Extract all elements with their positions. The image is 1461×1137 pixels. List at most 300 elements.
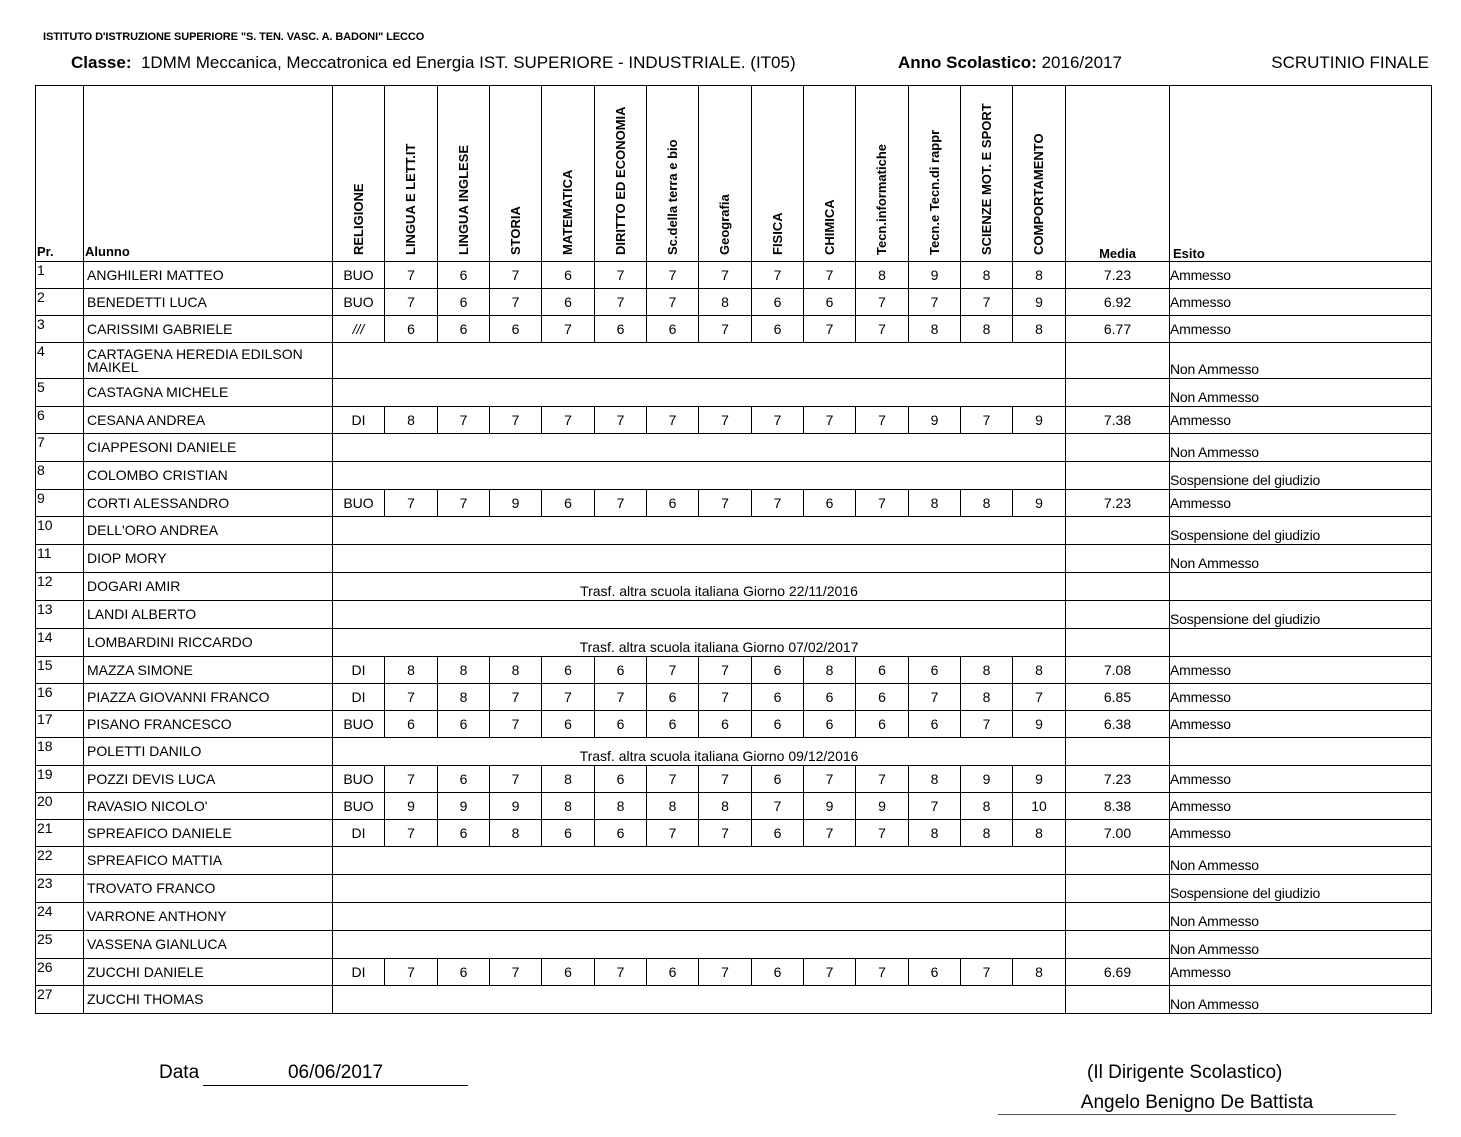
row-number: 25: [36, 931, 84, 959]
grade-cell: 6: [542, 657, 595, 684]
row-number: 16: [36, 684, 84, 711]
grades-table: [35, 85, 1432, 1014]
subject-label: Geografia: [717, 194, 732, 255]
grade-cell: 7: [595, 490, 647, 517]
media-value: 7.23: [1066, 490, 1170, 517]
grade-cell: 7: [385, 289, 438, 316]
esito-value: Non Ammesso: [1170, 931, 1432, 959]
grade-cell: 8: [961, 820, 1013, 847]
student-name: CORTI ALESSANDRO: [84, 490, 333, 517]
grade-cell: 7: [595, 684, 647, 711]
principal-role: (Il Dirigente Scolastico): [1087, 1062, 1283, 1083]
row-number: 22: [36, 847, 84, 875]
date-label: Data: [159, 1062, 200, 1083]
grade-cell: 6: [438, 316, 490, 343]
student-name: PISANO FRANCESCO: [84, 711, 333, 738]
grade-cell: 9: [1013, 711, 1066, 738]
esito-value: [1170, 629, 1432, 657]
grade-cell: DI: [333, 657, 385, 684]
student-name: VASSENA GIANLUCA: [84, 931, 333, 959]
grade-cell: 7: [1013, 684, 1066, 711]
school-year: [898, 53, 1122, 73]
grade-cell: 7: [909, 684, 961, 711]
row-note: [333, 434, 1066, 462]
subject-label: LINGUA E LETT.IT: [403, 143, 418, 255]
subject-label: CHIMICA: [821, 199, 837, 255]
grade-cell: BUO: [333, 490, 385, 517]
media-value: [1066, 847, 1170, 875]
grade-cell: 8: [438, 657, 490, 684]
table-row: [36, 847, 1432, 875]
subject-label: STORIA: [507, 206, 523, 255]
grade-cell: 9: [1013, 490, 1066, 517]
grade-cell: 9: [909, 262, 961, 289]
esito-value: Sospensione del giudizio: [1170, 462, 1432, 490]
media-value: [1066, 434, 1170, 462]
table-row: [36, 462, 1432, 490]
grade-cell: 7: [490, 684, 542, 711]
row-number: 13: [36, 601, 84, 629]
grade-cell: 7: [909, 289, 961, 316]
grade-cell: 7: [699, 316, 752, 343]
grade-cell: 6: [804, 684, 856, 711]
grade-cell: 7: [752, 407, 804, 434]
grade-cell: 6: [804, 490, 856, 517]
row-number: 6: [36, 407, 84, 434]
media-value: 8.38: [1066, 793, 1170, 820]
grade-cell: 8: [542, 766, 595, 793]
row-number: 9: [36, 490, 84, 517]
grade-cell: 6: [752, 820, 804, 847]
grade-cell: 8: [542, 793, 595, 820]
student-name: ZUCCHI DANIELE: [84, 959, 333, 986]
col-header-esito: Esito: [1170, 86, 1432, 262]
grade-cell: 6: [542, 262, 595, 289]
esito-value: Sospensione del giudizio: [1170, 517, 1432, 545]
subject-label: COMPORTAMENTO: [1031, 133, 1046, 255]
report-type: SCRUTINIO FINALE: [1271, 53, 1429, 72]
media-value: 6.38: [1066, 711, 1170, 738]
student-name: ZUCCHI THOMAS: [84, 986, 333, 1014]
row-number: 4: [36, 343, 84, 379]
student-name: DIOP MORY: [84, 545, 333, 573]
grade-cell: 7: [595, 262, 647, 289]
row-note: [333, 343, 1066, 379]
grade-cell: 8: [909, 316, 961, 343]
grade-cell: 7: [961, 289, 1013, 316]
media-value: [1066, 738, 1170, 766]
grade-cell: 7: [647, 766, 699, 793]
grade-cell: 6: [438, 711, 490, 738]
row-note: [333, 379, 1066, 407]
grade-cell: 6: [647, 711, 699, 738]
row-note: Trasf. altra scuola italiana Giorno 09/12/2016: [333, 738, 1066, 766]
grade-cell: 6: [752, 289, 804, 316]
row-note: [333, 847, 1066, 875]
table-row: [36, 573, 1432, 601]
student-name: ANGHILERI MATTEO: [84, 262, 333, 289]
grade-cell: 6: [490, 316, 542, 343]
subject-label: SCIENZE MOT. E SPORT: [978, 103, 994, 255]
esito-value: Ammesso: [1170, 959, 1432, 986]
class-label: Classe:: [71, 53, 132, 72]
grade-cell: 6: [804, 711, 856, 738]
grade-cell: DI: [333, 820, 385, 847]
grade-cell: 9: [856, 793, 909, 820]
col-header-subject: [909, 86, 961, 262]
esito-value: Ammesso: [1170, 289, 1432, 316]
grade-cell: 9: [1013, 289, 1066, 316]
grade-cell: 7: [699, 407, 752, 434]
table-row: [36, 407, 1432, 434]
grade-cell: ///: [333, 316, 385, 343]
grade-cell: 6: [542, 959, 595, 986]
grade-cell: 7: [542, 684, 595, 711]
media-value: [1066, 545, 1170, 573]
student-name: TROVATO FRANCO: [84, 875, 333, 903]
esito-value: [1170, 573, 1432, 601]
grade-cell: BUO: [333, 289, 385, 316]
table-row: [36, 517, 1432, 545]
media-value: [1066, 379, 1170, 407]
grade-cell: 6: [647, 684, 699, 711]
date-value: 06/06/2017: [203, 1062, 468, 1086]
grade-cell: 6: [542, 711, 595, 738]
grade-cell: 7: [385, 684, 438, 711]
row-note: [333, 601, 1066, 629]
media-value: 7.23: [1066, 262, 1170, 289]
grade-cell: 9: [1013, 407, 1066, 434]
institute-name: ISTITUTO D'ISTRUZIONE SUPERIORE "S. TEN. VASC. A. BADONI" LECCO: [43, 31, 425, 43]
esito-value: Non Ammesso: [1170, 847, 1432, 875]
table-row: [36, 629, 1432, 657]
col-header-subject: [961, 86, 1013, 262]
grade-cell: 7: [647, 262, 699, 289]
grade-cell: 8: [909, 820, 961, 847]
grade-cell: 6: [647, 490, 699, 517]
grade-cell: 7: [595, 289, 647, 316]
table-header-row: [36, 86, 1432, 262]
table-row: [36, 434, 1432, 462]
row-note: [333, 875, 1066, 903]
student-name: LOMBARDINI RICCARDO: [84, 629, 333, 657]
col-header-subject: [595, 86, 647, 262]
grade-cell: 7: [752, 262, 804, 289]
grade-cell: 6: [438, 262, 490, 289]
table-row: [36, 903, 1432, 931]
table-row: [36, 738, 1432, 766]
grade-cell: 8: [961, 490, 1013, 517]
grade-cell: 7: [699, 657, 752, 684]
table-row: [36, 959, 1432, 986]
student-name: RAVASIO NICOLO': [84, 793, 333, 820]
grade-cell: 7: [699, 262, 752, 289]
grade-cell: 6: [595, 657, 647, 684]
esito-value: Ammesso: [1170, 316, 1432, 343]
media-value: [1066, 517, 1170, 545]
grade-cell: 7: [647, 820, 699, 847]
grade-cell: 7: [595, 407, 647, 434]
esito-value: Non Ammesso: [1170, 545, 1432, 573]
row-number: 3: [36, 316, 84, 343]
table-row: [36, 262, 1432, 289]
grade-cell: 6: [909, 657, 961, 684]
grade-cell: 7: [385, 262, 438, 289]
esito-value: Ammesso: [1170, 262, 1432, 289]
grade-cell: DI: [333, 684, 385, 711]
student-name: LANDI ALBERTO: [84, 601, 333, 629]
esito-value: [1170, 738, 1432, 766]
principal-signature: Angelo Benigno De Battista: [998, 1092, 1396, 1115]
media-value: 7.08: [1066, 657, 1170, 684]
grade-cell: 7: [856, 407, 909, 434]
table-row: [36, 711, 1432, 738]
student-name: DELL'ORO ANDREA: [84, 517, 333, 545]
grade-cell: 8: [961, 684, 1013, 711]
grade-cell: 6: [542, 490, 595, 517]
grade-cell: 6: [752, 711, 804, 738]
esito-value: Ammesso: [1170, 657, 1432, 684]
grade-cell: 7: [438, 407, 490, 434]
student-name: SPREAFICO MATTIA: [84, 847, 333, 875]
grade-cell: 6: [595, 316, 647, 343]
media-value: [1066, 931, 1170, 959]
grade-cell: 9: [1013, 766, 1066, 793]
grade-cell: 7: [856, 766, 909, 793]
grade-cell: 6: [438, 959, 490, 986]
row-number: 14: [36, 629, 84, 657]
media-value: 7.23: [1066, 766, 1170, 793]
esito-value: Sospensione del giudizio: [1170, 601, 1432, 629]
grade-cell: 8: [961, 793, 1013, 820]
grade-cell: 6: [804, 289, 856, 316]
class-info-row: [71, 53, 1431, 75]
table-row: [36, 820, 1432, 847]
grade-cell: 6: [699, 711, 752, 738]
subject-label: RELIGIONE: [350, 183, 366, 255]
grade-cell: 6: [595, 766, 647, 793]
row-note: [333, 545, 1066, 573]
row-number: 12: [36, 573, 84, 601]
student-name: POZZI DEVIS LUCA: [84, 766, 333, 793]
esito-value: Ammesso: [1170, 711, 1432, 738]
esito-value: Ammesso: [1170, 793, 1432, 820]
grade-cell: BUO: [333, 793, 385, 820]
media-value: [1066, 986, 1170, 1014]
col-header-student: Alunno: [84, 86, 333, 262]
grade-cell: 6: [438, 820, 490, 847]
col-header-subject: [856, 86, 909, 262]
row-number: 2: [36, 289, 84, 316]
student-name: MAZZA SIMONE: [84, 657, 333, 684]
grade-cell: 6: [752, 316, 804, 343]
student-name: DOGARI AMIR: [84, 573, 333, 601]
grade-cell: 7: [856, 316, 909, 343]
media-value: [1066, 601, 1170, 629]
grade-cell: 7: [804, 959, 856, 986]
subject-label: LINGUA INGLESE: [455, 144, 471, 255]
grade-cell: 7: [856, 490, 909, 517]
col-header-subject: [333, 86, 385, 262]
grade-cell: 9: [909, 407, 961, 434]
row-number: 20: [36, 793, 84, 820]
row-note: Trasf. altra scuola italiana Giorno 07/02/2017: [333, 629, 1066, 657]
grade-cell: 7: [752, 490, 804, 517]
grade-cell: 8: [1013, 262, 1066, 289]
class-info: [71, 53, 796, 73]
row-note: [333, 986, 1066, 1014]
row-number: 7: [36, 434, 84, 462]
media-value: 7.38: [1066, 407, 1170, 434]
subject-label: Tecn.informatiche: [874, 143, 889, 255]
grade-cell: 6: [542, 289, 595, 316]
student-name: CESANA ANDREA: [84, 407, 333, 434]
subject-label: Tecn.e Tecn.di rappr: [926, 129, 942, 255]
esito-value: Non Ammesso: [1170, 903, 1432, 931]
table-row: [36, 343, 1432, 379]
media-value: 6.69: [1066, 959, 1170, 986]
media-value: 6.77: [1066, 316, 1170, 343]
student-name: PIAZZA GIOVANNI FRANCO: [84, 684, 333, 711]
grade-cell: 7: [961, 407, 1013, 434]
grade-cell: 7: [595, 959, 647, 986]
grade-cell: 7: [490, 766, 542, 793]
row-note: [333, 462, 1066, 490]
grade-cell: 7: [804, 820, 856, 847]
col-header-subject: [385, 86, 438, 262]
student-name: VARRONE ANTHONY: [84, 903, 333, 931]
media-value: 7.00: [1066, 820, 1170, 847]
grade-cell: 7: [647, 407, 699, 434]
grade-cell: BUO: [333, 766, 385, 793]
subject-label: FISICA: [769, 212, 785, 255]
grade-cell: DI: [333, 407, 385, 434]
col-header-subject: [438, 86, 490, 262]
grade-cell: DI: [333, 959, 385, 986]
table-row: [36, 490, 1432, 517]
esito-value: Non Ammesso: [1170, 343, 1432, 379]
col-header-subject: [1013, 86, 1066, 262]
grade-cell: 6: [542, 820, 595, 847]
esito-value: Ammesso: [1170, 766, 1432, 793]
grade-cell: 8: [961, 657, 1013, 684]
grade-cell: 8: [647, 793, 699, 820]
esito-value: Ammesso: [1170, 684, 1432, 711]
table-row: [36, 657, 1432, 684]
student-name: CARTAGENA HEREDIA EDILSON MAIKEL: [84, 343, 333, 379]
student-name: SPREAFICO DANIELE: [84, 820, 333, 847]
grade-cell: 6: [752, 766, 804, 793]
grade-cell: 8: [595, 793, 647, 820]
table-row: [36, 684, 1432, 711]
esito-value: Ammesso: [1170, 407, 1432, 434]
col-header-media: Media: [1066, 86, 1170, 262]
esito-value: Non Ammesso: [1170, 434, 1432, 462]
grade-cell: BUO: [333, 262, 385, 289]
media-value: [1066, 462, 1170, 490]
grade-cell: 6: [909, 959, 961, 986]
grade-cell: 9: [961, 766, 1013, 793]
grade-cell: 7: [490, 959, 542, 986]
grade-cell: BUO: [333, 711, 385, 738]
grade-cell: 7: [490, 289, 542, 316]
grade-cell: 6: [647, 316, 699, 343]
grade-cell: 8: [438, 684, 490, 711]
table-row: [36, 289, 1432, 316]
grade-cell: 8: [490, 657, 542, 684]
grade-cell: 7: [804, 407, 856, 434]
grade-cell: 7: [804, 316, 856, 343]
grade-cell: 8: [909, 766, 961, 793]
grade-cell: 8: [385, 657, 438, 684]
grade-cell: 10: [1013, 793, 1066, 820]
footer-date: [159, 1062, 384, 1084]
grade-cell: 8: [1013, 657, 1066, 684]
col-header-subject: [490, 86, 542, 262]
grade-cell: 8: [699, 793, 752, 820]
media-value: [1066, 343, 1170, 379]
col-header-subject: [752, 86, 804, 262]
student-name: POLETTI DANILO: [84, 738, 333, 766]
row-note: [333, 931, 1066, 959]
school-year-label: Anno Scolastico:: [898, 53, 1037, 72]
grade-cell: 7: [699, 684, 752, 711]
grade-cell: 8: [804, 657, 856, 684]
grade-cell: 7: [699, 959, 752, 986]
grade-cell: 7: [490, 711, 542, 738]
col-header-subject: [699, 86, 752, 262]
esito-value: Non Ammesso: [1170, 379, 1432, 407]
row-number: 18: [36, 738, 84, 766]
col-header-subject: [647, 86, 699, 262]
grade-cell: 7: [856, 820, 909, 847]
grade-cell: 7: [856, 959, 909, 986]
grade-cell: 7: [752, 793, 804, 820]
col-header-subject: [542, 86, 595, 262]
media-value: [1066, 573, 1170, 601]
media-value: [1066, 903, 1170, 931]
row-number: 24: [36, 903, 84, 931]
grade-cell: 7: [647, 289, 699, 316]
grade-cell: 7: [490, 407, 542, 434]
grade-cell: 7: [699, 490, 752, 517]
grade-cell: 7: [961, 711, 1013, 738]
grade-cell: 8: [1013, 820, 1066, 847]
table-row: [36, 766, 1432, 793]
student-name: COLOMBO CRISTIAN: [84, 462, 333, 490]
grade-cell: 7: [699, 820, 752, 847]
grade-cell: 6: [909, 711, 961, 738]
grade-cell: 8: [909, 490, 961, 517]
table-row: [36, 545, 1432, 573]
row-number: 19: [36, 766, 84, 793]
grade-cell: 6: [856, 684, 909, 711]
table-body: [36, 262, 1432, 1014]
table-row: [36, 793, 1432, 820]
col-header-pr: Pr.: [36, 86, 84, 262]
table-row: [36, 316, 1432, 343]
row-number: 1: [36, 262, 84, 289]
grade-cell: 9: [438, 793, 490, 820]
table-row: [36, 986, 1432, 1014]
grade-cell: 7: [542, 407, 595, 434]
student-name: CARISSIMI GABRIELE: [84, 316, 333, 343]
grade-cell: 7: [909, 793, 961, 820]
student-name: BENEDETTI LUCA: [84, 289, 333, 316]
grade-cell: 6: [385, 711, 438, 738]
grade-cell: 7: [490, 262, 542, 289]
grade-cell: 8: [490, 820, 542, 847]
